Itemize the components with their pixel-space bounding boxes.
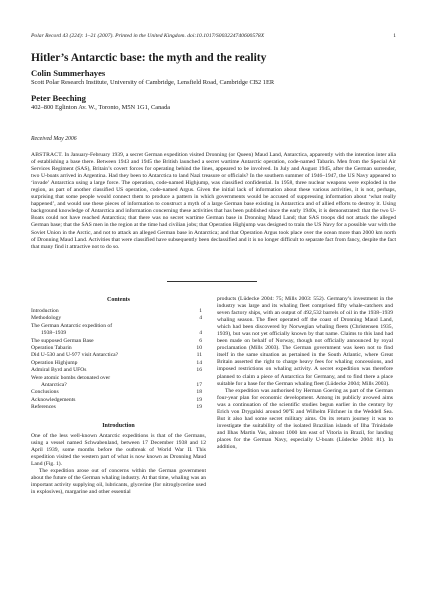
contents-entry-title: Acknowledgements bbox=[31, 396, 76, 403]
contents-entry bbox=[31, 315, 202, 322]
contents-heading: Contents bbox=[106, 297, 130, 303]
contents-entry bbox=[31, 375, 202, 382]
contents-entry-title: References bbox=[31, 404, 56, 411]
contents-entry bbox=[31, 382, 202, 389]
contents-entry-page: 4 bbox=[199, 330, 202, 337]
contents-entry-page: 18 bbox=[196, 389, 202, 396]
author-affiliation: Scott Polar Research Institute, University of Cambridge, Lensfield Road, Cambridge CB2 1ER bbox=[31, 79, 275, 86]
contents-entry-page: 14 bbox=[196, 359, 202, 366]
author-name: Peter Beeching bbox=[31, 93, 86, 103]
contents-entry-page: 6 bbox=[199, 337, 202, 344]
journal-citation: Polar Record 43 (224): 1–21 (2007). Printed in the United Kingdom. doi:10.1017/S003224740600578X bbox=[31, 33, 265, 39]
received-date: Received May 2006 bbox=[31, 136, 77, 142]
article-title: Hitler’s Antarctic base: the myth and the reality bbox=[31, 52, 267, 64]
contents-entry-title: Admiral Byrd and UFOs bbox=[31, 367, 87, 374]
running-head bbox=[31, 33, 396, 40]
contents-entry-title: Operation Tabarin bbox=[31, 345, 72, 352]
contents-entry bbox=[31, 323, 202, 330]
contents-entry-page: 11 bbox=[196, 352, 202, 359]
abstract bbox=[31, 152, 396, 251]
abstract-label: ABSTRACT. bbox=[31, 152, 63, 158]
contents-entry bbox=[31, 389, 202, 396]
contents-entry bbox=[31, 308, 202, 315]
page-number: 1 bbox=[393, 33, 396, 39]
contents-entry-page: 10 bbox=[196, 345, 202, 352]
contents-entry-page: 19 bbox=[196, 396, 202, 403]
contents-entry-title: 1938–1939 bbox=[41, 330, 67, 337]
contents-entry-page: 16 bbox=[196, 367, 202, 374]
contents-entry bbox=[31, 367, 202, 374]
contents-entry-title: Did U-530 and U-977 visit Antarctica? bbox=[31, 352, 119, 359]
author-name: Colin Summerhayes bbox=[31, 68, 106, 78]
contents-entry bbox=[31, 404, 202, 411]
abstract-text: In January-February 1939, a secret German expedition visited Dronning (or Queen) Maud Land, Antarctica, apparently with the intention inter alia of establishing a base there. Between 1943 and 1945 the British launched a secret wartime Antarctic operation, code-named Tabarin. Men from the Special Air Services Regiment (SAS), Britain’s covert forces for operating behind the lines, appeared to be involved. In July and August 1945, after the German surrender, two U-boats arrived in Argentina. Had they been to Antarctica to land Nazi treasure or officials? In the southern summer of 1946–1947, the US Navy appeared to ‘invade’ Antarctica using a large force. The operation, code-named Highjump, was classified confidential. In 1958, three nuclear weapons were exploded in the region, as part of another classified US operation, code-named Argus. Given the initial lack of information about these various activities, it is not, perhaps, surprising that some people would connect them to produce a pattern in which governments would be accused of suppressing information about ‘what really happened’, and would use these pieces of information to construct a myth of a large German base existing in Antarctica and of allied efforts to destroy it. Using background knowledge of Antarctica and information concerning these activities that has been published since the early 1940s, it is demonstrated: that the two U-Boats could not have reached Antarctica; that there was no secret wartime German base in Dronning Maud Land; that SAS troops did not attack the alleged German base; that the SAS men in the region at the time had civilian jobs; that Operation Highjump was designed to train the US Navy for a possible war with the Soviet Union in the Arctic, and not to attack an alleged German base in Antarctica; and that Operation Argus took place over the ocean more than 2000 km north of Dronning Maud Land. Activities that were classified have subsequently been declassified and it is no longer difficult to separate fact from fancy, despite the fact that many find it attractive not to do so. bbox=[31, 152, 396, 250]
contents-entry-page bbox=[188, 375, 202, 382]
section-divider bbox=[167, 281, 257, 282]
contents-entry bbox=[31, 397, 202, 404]
contents-entry-page: 17 bbox=[196, 382, 202, 389]
right-column bbox=[217, 296, 393, 451]
contents-entry bbox=[31, 338, 202, 345]
contents-entry-title: Operation Highjump bbox=[31, 359, 78, 366]
body-paragraph: products (Lüdecke 2004: 75; Mills 2003: 552). Germany’s investment in the industry was large and its whaling fleet comprised fifty whale-catchers and seven factory ships, with an output of 492,532 barrels of oil in the 1938–1939 whaling season. The fleet operated off the coast of Dronning Maud Land, which had been discovered by Norwegian whaling fleets (Christensen 1935, 1939), but was not yet officially known by that name. Claims to this land had been made on behalf of Norway, though not officially announced by royal proclamation (Mills 2003). The German government was keen not to find itself in the same situation as pertained in the South Atlantic, where Great Britain asserted the right to charge heavy fees for whaling concessions, and imposed restrictions on whaling activity. A secret expedition was therefore planned to claim a piece of Antarctica for Germany, and to find there a place suitable for a base for the German whaling fleet (Lüdecke 2004; Mills 2003). bbox=[217, 296, 393, 387]
contents-entry-title: Introduction bbox=[31, 308, 59, 314]
contents-entry-page: 4 bbox=[199, 315, 202, 322]
introduction-paragraph: One of the less well-known Antarctic expeditions is that of the Germans, using a vessel named Schwabenland, between 17 December 1938 and 12 April 1939, some months before the outbreak of World War II. This expedition visited the western part of what is now known as Dronning Maud Land (Fig. 1). bbox=[31, 432, 206, 467]
contents-entry bbox=[31, 352, 202, 359]
contents-entry-page: 19 bbox=[196, 404, 202, 411]
author-affiliation: 402–800 Eglinton Av. W., Toronto, M5N 1G1, Canada bbox=[31, 104, 171, 111]
contents-entry-title: Were atomic bombs detonated over bbox=[31, 374, 111, 381]
contents-entry bbox=[31, 345, 202, 352]
contents-entry bbox=[31, 360, 202, 367]
contents-entry-title: Conclusions bbox=[31, 389, 59, 396]
contents-entry-title: Methodology bbox=[31, 315, 62, 322]
introduction-paragraph: The expedition arose out of concerns within the German government about the future of the German whaling industry. At that time, whaling was an important activity supplying oil, lubricants, glycerine (for nitroglycerine used in explosives), margarine and other essential bbox=[31, 467, 206, 496]
contents-entry-title: The German Antarctic expedition of bbox=[31, 322, 113, 329]
contents-entry bbox=[31, 330, 202, 337]
contents-entry-title: Antarctica? bbox=[41, 382, 67, 389]
contents-entry-title: The supposed German Base bbox=[31, 337, 94, 344]
body-paragraph: The expedition was authorised by Herman Goering as part of the German four-year plan for economic development. Among its publicly avowed aims was a continuation of the scientific studies begun earlier in the century by Erich von Drygalski around 90°E and Wilhelm Filchner in the Weddell Sea. But it also had some secret military aims. On its return journey it was to investigate the suitability of the isolated Brazilian islands of Ilha Trinidade and Ilhas Martin Vas, almost 1000 km east of Vitoria in Brazil, for landing places for the German Navy, especially U-boats (Lüdecke 2004: 81). In addition, bbox=[217, 387, 393, 450]
contents-entry-page: 1 bbox=[199, 308, 202, 314]
contents-entry-page bbox=[188, 323, 202, 330]
contents-list bbox=[31, 308, 206, 412]
introduction-heading: Introduction bbox=[102, 422, 135, 429]
left-column bbox=[31, 296, 206, 496]
